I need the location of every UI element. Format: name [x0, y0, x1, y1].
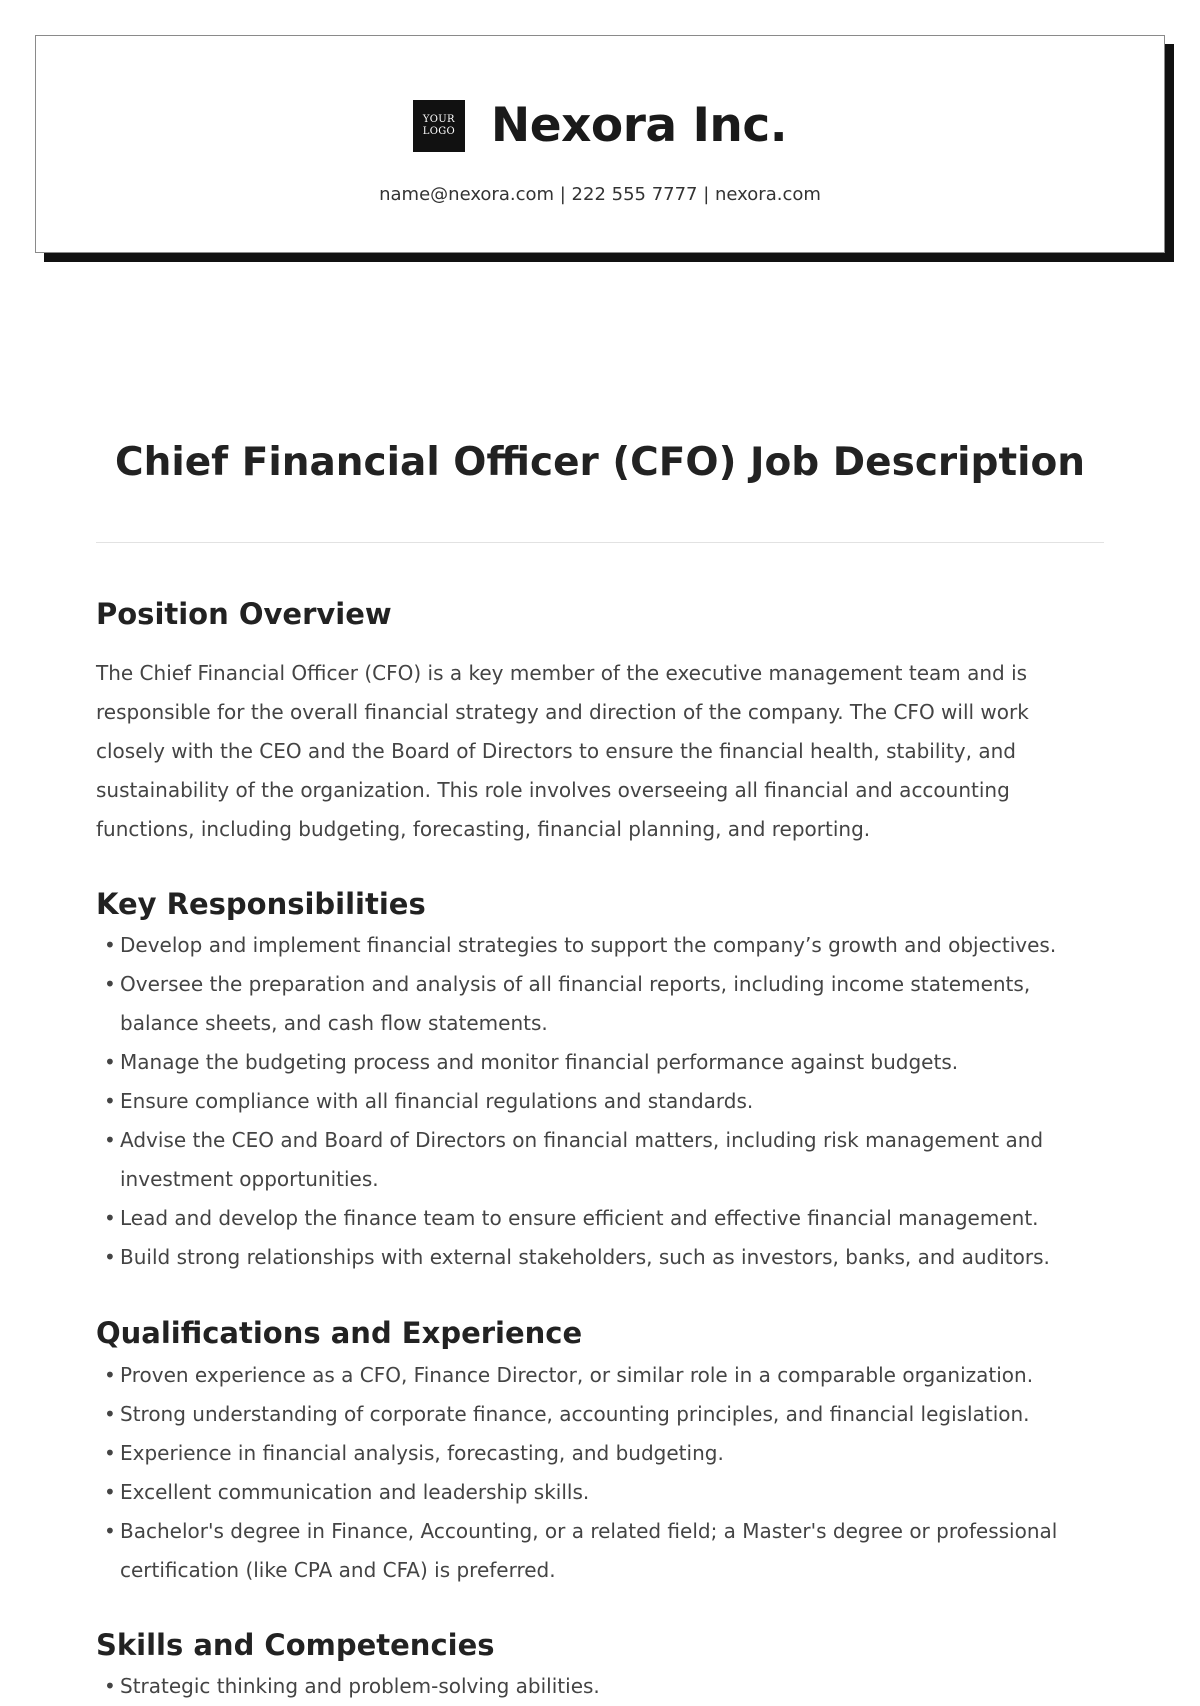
list-item: • Manage the budgeting process and monitor financial performance against budgets. — [96, 1043, 1106, 1082]
list-item: • Excellent communication and leadership skills. — [96, 1473, 1106, 1512]
brand-row — [36, 98, 1164, 153]
overview-paragraph: The Chief Financial Officer (CFO) is a key member of the executive management team and is responsible for the overall financial strategy and direction of the company. The CFO will work closely with the CEO and the Board of Directors to ensure the financial health, stability, and sustainability of the organization. This role involves overseeing all financial and accounting functions, including budgeting, forecasting, financial planning, and reporting. — [96, 661, 1029, 841]
list-item: • Ensure compliance with all financial regulations and standards. — [96, 1082, 1106, 1121]
list-item: • Lead and develop the finance team to ensure efficient and effective financial management. — [96, 1199, 1106, 1238]
list-item: • Strong understanding of corporate finance, accounting principles, and financial legislation. — [96, 1395, 1106, 1434]
company-name: Nexora Inc. — [490, 98, 788, 153]
logo-text-line-2: LOGO — [422, 125, 455, 137]
list-item: • Oversee the preparation and analysis of all financial reports, including income statements, balance sheets, and cash flow statements. — [96, 965, 1106, 1043]
section-heading-qualifications: Qualifications and Experience — [96, 1316, 583, 1350]
list-item: • Advise the CEO and Board of Directors on financial matters, including risk management and investment opportunities. — [96, 1121, 1106, 1199]
list-item: • Develop and implement financial strategies to support the company’s growth and objectives. — [96, 926, 1106, 965]
section-heading-overview: Position Overview — [96, 597, 392, 631]
company-header-card — [35, 35, 1165, 253]
list-item: • Proven experience as a CFO, Finance Director, or similar role in a comparable organization. — [96, 1356, 1106, 1395]
list-item: • Build strong relationships with external stakeholders, such as investors, banks, and auditors. — [96, 1238, 1106, 1277]
section-heading-responsibilities: Key Responsibilities — [96, 887, 426, 921]
list-item: • Bachelor's degree in Finance, Accounting, or a related field; a Master's degree or professional certification (like CPA and CFA) is preferred. — [96, 1512, 1106, 1590]
logo-placeholder — [413, 100, 465, 152]
qualifications-list — [96, 1356, 1106, 1590]
logo-text-line-1: YOUR — [422, 113, 455, 125]
responsibilities-list — [96, 926, 1106, 1277]
title-divider — [96, 542, 1104, 543]
list-item: • Experience in financial analysis, forecasting, and budgeting. — [96, 1434, 1106, 1473]
document-title: Chief Financial Officer (CFO) Job Description — [114, 440, 1086, 485]
list-item: • Strategic thinking and problem-solving abilities. — [96, 1667, 1106, 1706]
skills-list — [96, 1667, 1106, 1706]
contact-info: name@nexora.com | 222 555 7777 | nexora.com — [379, 184, 821, 205]
section-heading-skills: Skills and Competencies — [96, 1628, 495, 1662]
